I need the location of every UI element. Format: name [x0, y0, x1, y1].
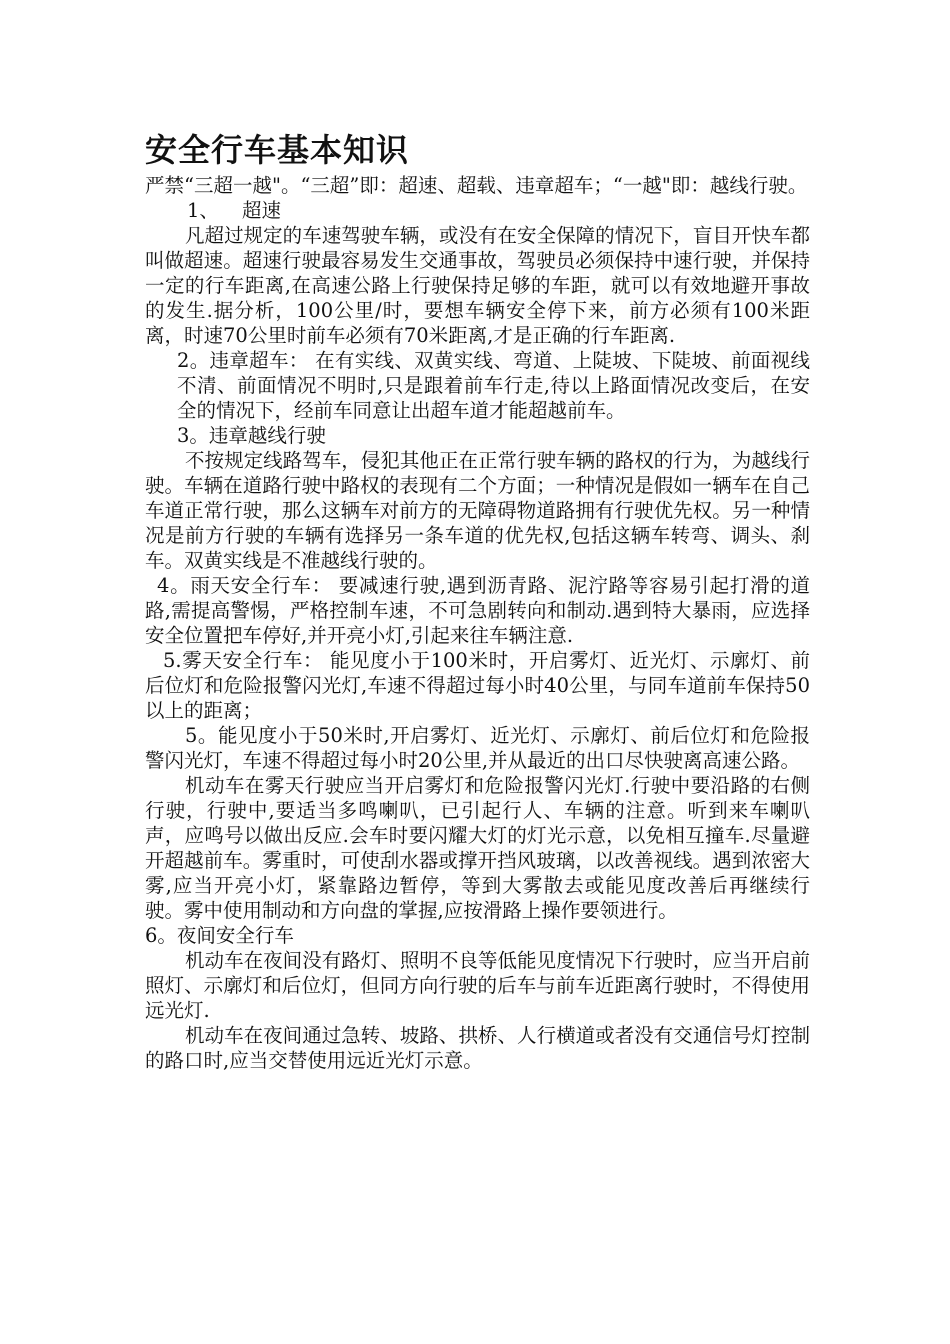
- section-6-heading: 6。夜间安全行车: [145, 924, 294, 947]
- section-5-fog-50m: 5。能见度小于50米时,开启雾灯、近光灯、示廓灯、前后位灯和危险报警闪光灯，车速不得超过每小时20公里,并从最近的出口尽快驶离高速公路。: [145, 724, 810, 772]
- section-1-body: 凡超过规定的车速驾驶车辆，或没有在安全保障的情况下，盲目开快车都叫做超速。超速行驶最容易发生交通事故，驾驶员必须保持中速行驶，并保持一定的行车距离,在高速公路上行驶保持足够的车距，就可以有效地避开事故的发生.据分析，100公里/时，要想车辆安全停下来，前方必须有100米距离，时速70公里时前车必须有70米距离,才是正确的行车距离.: [145, 224, 810, 347]
- section-6-body-1: 机动车在夜间没有路灯、照明不良等低能见度情况下行驶时，应当开启前照灯、示廓灯和后位灯，但同方向行驶的后车与前车近距离行驶时，不得使用远光灯.: [145, 949, 810, 1022]
- section-5-fog-100m: 5.雾天安全行车： 能见度小于100米时，开启雾灯、近光灯、示廓灯、前后位灯和危险报警闪光灯,车速不得超过每小时40公里，与同车道前车保持50以上的距离；: [145, 649, 810, 722]
- section-1-heading: [145, 198, 810, 223]
- intro-paragraph: 严禁“三超一越"。“三超”即：超速、超载、违章超车；“一越"即：越线行驶。: [145, 174, 808, 197]
- section-5-fog-driving: 机动车在雾天行驶应当开启雾灯和危险报警闪光灯.行驶中要沿路的右侧行驶，行驶中,要适当多鸣喇叭，已引起行人、车辆的注意。听到来车喇叭声，应鸣号以做出反应.会车时要闪耀大灯的灯光示意，以免相互撞车.尽量避开超越前车。雾重时，可使刮水器或撑开挡风玻璃，以改善视线。遇到浓密大雾,应当开亮小灯，紧靠路边暂停，等到大雾散去或能见度改善后再继续行驶。雾中使用制动和方向盘的掌握,应按滑路上操作要领进行。: [145, 774, 810, 922]
- section-6-body-2: 机动车在夜间通过急转、坡路、拱桥、人行横道或者没有交通信号灯控制的路口时,应当交替使用远近光灯示意。: [145, 1024, 810, 1072]
- section-3-body: 不按规定线路驾车，侵犯其他正在正常行驶车辆的路权的行为，为越线行驶。车辆在道路行驶中路权的表现有二个方面；一种情况是假如一辆车在自己车道正常行驶，那么这辆车对前方的无障碍物道路拥有行驶优先权。另一种情况是前方行驶的车辆有选择另一条车道的优先权,包括这辆车转弯、调头、刹车。双黄实线是不准越线行驶的。: [145, 449, 810, 572]
- document-title: 安全行车基本知识: [145, 131, 410, 169]
- section-2-paragraph: 2。违章超车： 在有实线、双黄实线、弯道、上陡坡、下陡坡、前面视线不清、前面情况不明时,只是跟着前车行走,待以上路面情况改变后，在安全的情况下，经前车同意让出超车道才能超越前车。: [177, 349, 810, 422]
- section-4-paragraph: 4。雨天安全行车： 要减速行驶,遇到沥青路、泥泞路等容易引起打滑的道路,需提高警惕，严格控制车速，不可急剧转向和制动.遇到特大暴雨，应选择安全位置把车停好,并开亮小灯,引起来往车辆注意.: [145, 574, 810, 647]
- section-1-number: 1、: [187, 199, 219, 222]
- section-3-heading: 3。违章越线行驶: [177, 424, 326, 447]
- section-1-title: 超速: [242, 199, 282, 222]
- document-page: [145, 128, 810, 1073]
